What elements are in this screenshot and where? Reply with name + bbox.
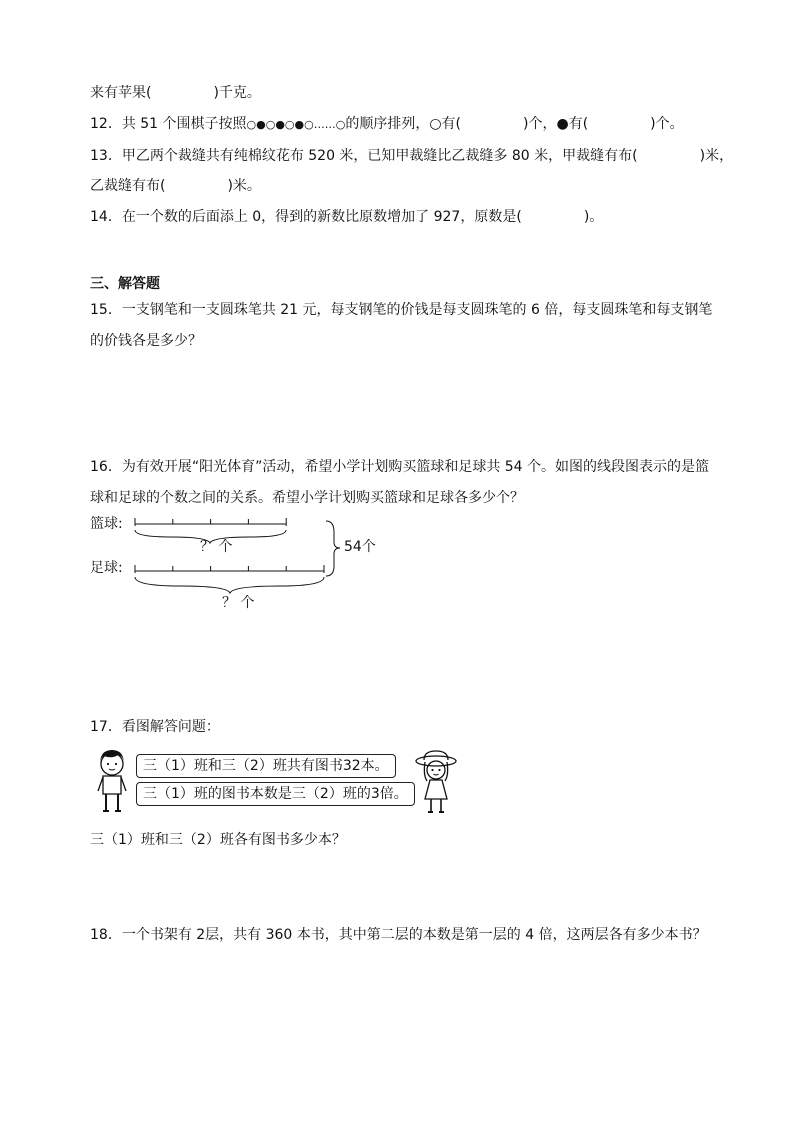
question-15-line1: 15．一支钢笔和一支圆珠笔共 21 元，每支钢笔的价钱是每支圆珠笔的 6 倍，每支圆珠笔和每支钢笔	[90, 302, 713, 318]
speech-bubble-total: 三（1）班和三（2）班共有图书32本。	[136, 754, 396, 778]
football-question-label: ？ 个	[222, 595, 255, 611]
basketball-question-label: ？ 个	[200, 539, 233, 555]
girl-figure	[414, 749, 458, 815]
total-label: 54个	[344, 539, 376, 555]
section-heading: 三、解答题	[90, 276, 160, 292]
question-13-line2	[90, 176, 261, 196]
basketball-label: 篮球:	[90, 516, 123, 532]
q11-suffix: )千克。	[213, 85, 261, 101]
q13-line2-suffix: )米。	[227, 178, 261, 194]
speech-bubble-ratio: 三（1）班的图书本数是三（2）班的3倍。	[136, 782, 415, 806]
boy-figure	[92, 746, 132, 816]
question-14	[90, 207, 603, 227]
question-17-title: 17．看图解答问题：	[90, 719, 220, 735]
football-label: 足球:	[90, 560, 123, 576]
question-15-line2: 的价钱各是多少？	[90, 333, 202, 349]
q12-prefix: 12．共 51 个围棋子按照	[90, 116, 247, 132]
q14-suffix: )。	[583, 209, 604, 225]
question-18: 18．一个书架有 2层，共有 360 本书，其中第二层的本数是第一层的 4 倍，这两层各有多少本书？	[90, 927, 707, 943]
q12-mid2: )个，●有(	[523, 116, 589, 132]
total-brace	[326, 521, 340, 576]
question-16-line1: 16．为有效开展“阳光体育”活动，希望小学计划购买篮球和足球共 54 个。如图的线段图表示的是篮	[90, 459, 710, 475]
question-13-line1	[90, 146, 733, 166]
question-16-line2: 球和足球的个数之间的关系。希望小学计划购买篮球和足球各多少个？	[90, 490, 524, 506]
q13-line2-prefix: 乙裁缝有布(	[90, 178, 166, 194]
question-17-question: 三（1）班和三（2）班各有图书多少本？	[90, 832, 346, 848]
q11-tail	[90, 83, 261, 103]
q11-prefix: 来有苹果(	[90, 85, 152, 101]
q14-prefix: 14．在一个数的后面添上 0，得到的新数比原数增加了 927，原数是(	[90, 209, 522, 225]
question-12	[90, 114, 684, 135]
basketball-segment	[135, 518, 286, 526]
q13-line1-suffix: )米，	[699, 148, 734, 164]
q13-line1-prefix: 13．甲乙两个裁缝共有纯棉纹花布 520 米，已知甲裁缝比乙裁缝多 80 米，甲裁缝有布(	[90, 148, 638, 164]
football-segment	[135, 565, 324, 573]
q12-pattern: ○●○●○●○……○	[246, 118, 346, 131]
football-brace	[135, 577, 324, 593]
q12-suffix: )个。	[650, 116, 684, 132]
q12-mid: 的顺序排列，○有(	[345, 116, 462, 132]
